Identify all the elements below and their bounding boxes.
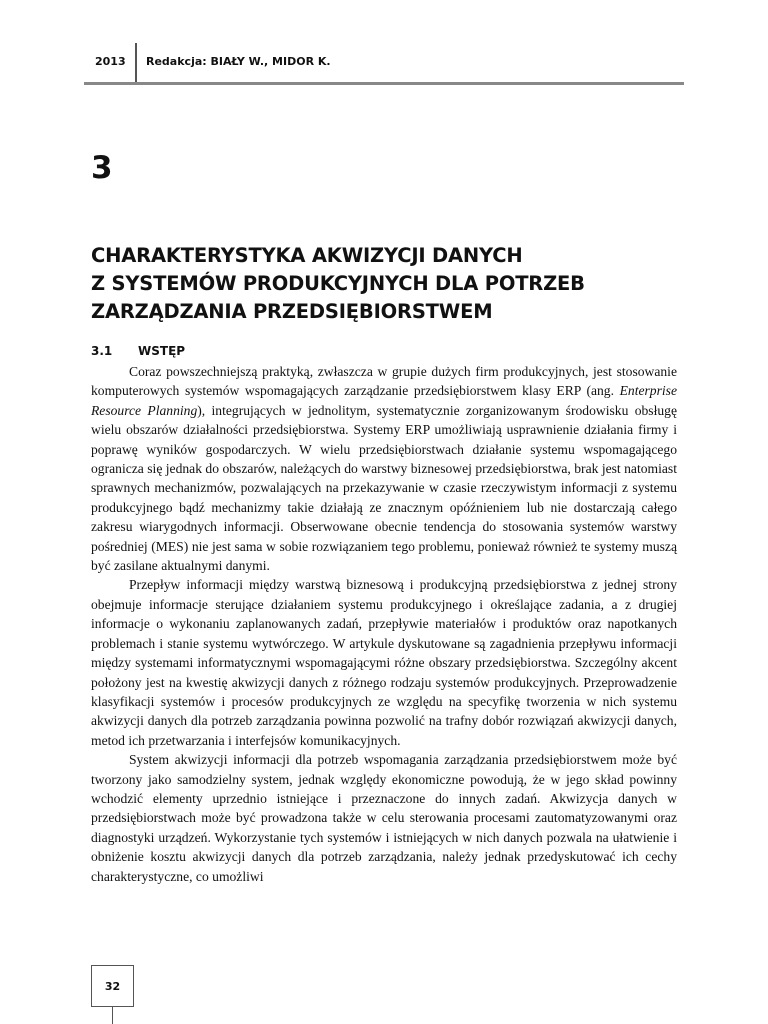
- paragraph-1: [91, 362, 677, 575]
- chapter-title-line-3: ZARZĄDZANIA PRZEDSIĘBIORSTWEM: [91, 300, 493, 323]
- header-divider: [135, 43, 137, 85]
- header-year: 2013: [95, 55, 126, 68]
- page-number-label: 32: [104, 979, 121, 993]
- body-text: [91, 362, 677, 886]
- section-title: WSTĘP: [138, 344, 186, 358]
- chapter-number: 3: [91, 150, 113, 186]
- chapter-title-line-2: Z SYSTEMÓW PRODUKCYJNYCH DLA POTRZEB: [91, 272, 585, 295]
- paragraph-2: Przepływ informacji między warstwą biznesową i produkcyjną przedsiębiorstwa z jednej strony obejmuje informacje sterujące działaniem systemu produkcyjnego i określające zadania, a z drugiej informacje o wykonaniu zaplanowanych zadań, przepływie materiałów i produktów oraz napotkanych problemach i stanie systemu wytwórczego. W artykule dyskutowane są zagadnienia przepływu informacji między systemami informatycznymi wspomagającymi różne obszary przedsiębiorstwa. Szczególny akcent położony jest na kwestię akwizycji danych z różnego rodzaju systemów produkcyjnych. Przeprowadzenie klasyfikacji systemów i procesów produkcyjnych ze względu na specyfikę tworzenia w nich systemu akwizycji danych dla potrzeb zarządzania powinna pozwolić na trafny dobór rozwiązań akwizycji danych, metod ich przetwarzania i interfejsów komunikacyjnych.: [91, 577, 677, 748]
- paragraph-1-start: Coraz powszechniejszą praktyką, zwłaszcza w grupie dużych firm produkcyjnych, jest stosowanie komputerowych systemów wspomagających zarządzanie przedsiębiorstwem klasy ERP (ang.: [91, 364, 677, 399]
- section-number: 3.1: [91, 344, 113, 358]
- chapter-title: [91, 242, 691, 326]
- paragraph-1-term: Enterprise Resource Planning: [91, 383, 677, 418]
- paragraph-1-end: ), integrujących w jednolitym, systematycznie zorganizowanym środowisku obsługę wielu obszarów działalności przedsiębiorstwa. Systemy ERP umożliwiają usprawnienie działania firmy i poprawę wyników gospodarczych. W wielu przedsiębiorstwach działanie systemu wspomagającego ogranicza się jednak do obszarów, należących do warstwy biznesowej przedsiębiorstwa, brak jest natomiast sprawnych mechanizmów, pozwalających na przekazywanie w czasie rzeczywistym informacji z systemu produkcyjnego bądź mechanizmy takie działają ze znacznym opóźnieniem lub nie dostarczają całego zakresu wiarygodnych informacji. Obserwowane obecnie tendencja do stosowania systemów warstwy pośredniej (MES) nie jest sama w sobie rozwiązaniem tego problemu, ponieważ również te systemy muszą być zasilane aktualnymi danymi.: [91, 402, 677, 574]
- header-editors: Redakcja: BIAŁY W., MIDOR K.: [146, 55, 331, 68]
- header-rule: [84, 82, 684, 85]
- page-number-tick: [112, 1007, 113, 1024]
- page-number: [91, 965, 134, 1007]
- section-heading: [91, 344, 185, 358]
- paragraph-3: System akwizycji informacji dla potrzeb wspomagania zarządzania przedsiębiorstwem może być tworzony jako samodzielny system, jednak względy ekonomiczne powodują, że w jego skład powinny wchodzić elementy uprzednio istniejące i przeznaczone do innych zadań. Akwizycja danych w przedsiębiorstwach może być prowadzona także w celu sterowania procesami zautomatyzowanymi oraz diagnostyki urządzeń. Wykorzystanie tych systemów i istniejących w nich danych pozwala na ułatwienie i obniżenie kosztu akwizycji danych dla potrzeb zarządzania, należy jednak przedyskutować ich cechy charakterystyczne, co umożliwi: [91, 752, 677, 884]
- chapter-title-line-1: CHARAKTERYSTYKA AKWIZYCJI DANYCH: [91, 244, 523, 267]
- page-header: [0, 0, 768, 90]
